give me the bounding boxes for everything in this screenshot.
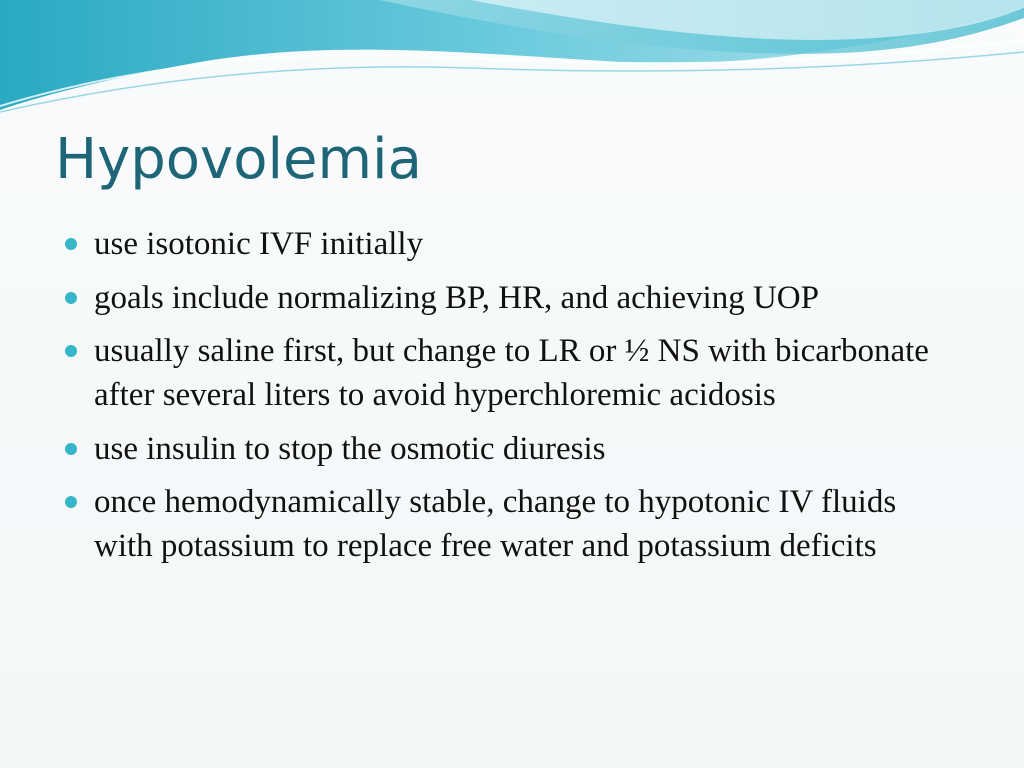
bullet-dot-icon: [65, 443, 77, 455]
bullet-dot-icon: [65, 345, 77, 357]
bullet-text: usually saline first, but change to LR or ½ NS with bicarbonate after several liters to avoid hyperchloremic acidosis: [94, 333, 929, 413]
bullet-item: [62, 427, 942, 471]
bullet-text: use insulin to stop the osmotic diuresis: [94, 430, 606, 467]
bullet-dot-icon: [65, 292, 77, 304]
bullet-text: once hemodynamically stable, change to hypotonic IV fluids with potassium to replace free water and potassium deficits: [94, 484, 897, 564]
bullet-dot-icon: [65, 238, 77, 250]
bullet-item: [62, 276, 942, 320]
bullet-list: [62, 222, 942, 578]
bullet-item: [62, 222, 942, 266]
bullet-text: goals include normalizing BP, HR, and achieving UOP: [94, 279, 819, 316]
bullet-dot-icon: [65, 496, 77, 508]
bullet-item: [62, 329, 942, 417]
slide-title: Hypovolemia: [55, 127, 422, 192]
bullet-text: use isotonic IVF initially: [94, 226, 424, 262]
header-wave-decoration: [0, 0, 1024, 120]
bullet-item: [62, 480, 942, 568]
